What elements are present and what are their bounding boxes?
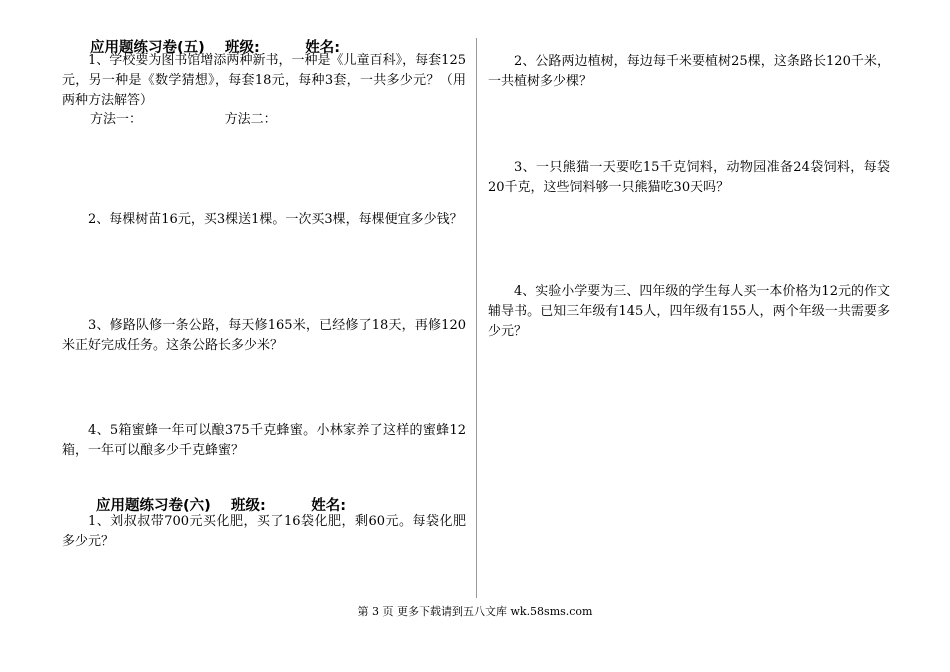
set5-question-1: 1、学校要为图书馆增添两种新书，一种是《儿童百科》，每套125元，另一种是《数学猜想》，每套18元，每种3套，一共多少元？（用两种方法解答）: [62, 53, 466, 108]
set6-class-label: 班级:: [230, 498, 266, 514]
set5-title: 应用题练习卷(五): [90, 40, 205, 56]
page-footer: 第 3 页 更多下载请到五八文库 wk.58sms.com: [357, 605, 593, 618]
set6-name-label: 姓名:: [311, 498, 347, 514]
set6-question-1: 1、刘叔叔带700元买化肥，买了16袋化肥，剩60元。每袋化肥多少元？: [62, 514, 466, 549]
method-1-label: 方法一：: [90, 112, 143, 127]
method-2-label: 方法二：: [224, 112, 277, 127]
set6-question-2: 2、公路两边植树，每边每千米要植树25棵，这条路长120千米，一共植树多少棵？: [488, 54, 890, 89]
set5-class-label: 班级:: [224, 40, 260, 56]
set5-methods: [90, 108, 277, 127]
set5-question-2: 2、每棵树苗16元，买3棵送1棵。一次买3棵，每棵便宜多少钱？: [88, 212, 463, 227]
set6-title: 应用题练习卷(六): [96, 498, 211, 514]
set6-question-3: 3、一只熊猫一天要吃15千克饲料，动物园准备24袋饲料，每袋20千克，这些饲料够一只熊猫吃30天吗？: [488, 160, 890, 195]
set5-question-4: 4、5箱蜜蜂一年可以酿375千克蜂蜜。小林家养了这样的蜜蜂12箱，一年可以酿多少千克蜂蜜？: [62, 423, 466, 458]
set5-question-3: 3、修路队修一条公路，每天修165米，已经修了18天，再修120米正好完成任务。这条公路长多少米？: [62, 318, 466, 353]
set5-name-label: 姓名:: [305, 40, 341, 56]
set6-question-4: 4、实验小学要为三、四年级的学生每人买一本价格为12元的作文辅导书。已知三年级有145人，四年级有155人，两个年级一共需要多少元？: [488, 284, 890, 339]
column-divider: [476, 38, 477, 598]
